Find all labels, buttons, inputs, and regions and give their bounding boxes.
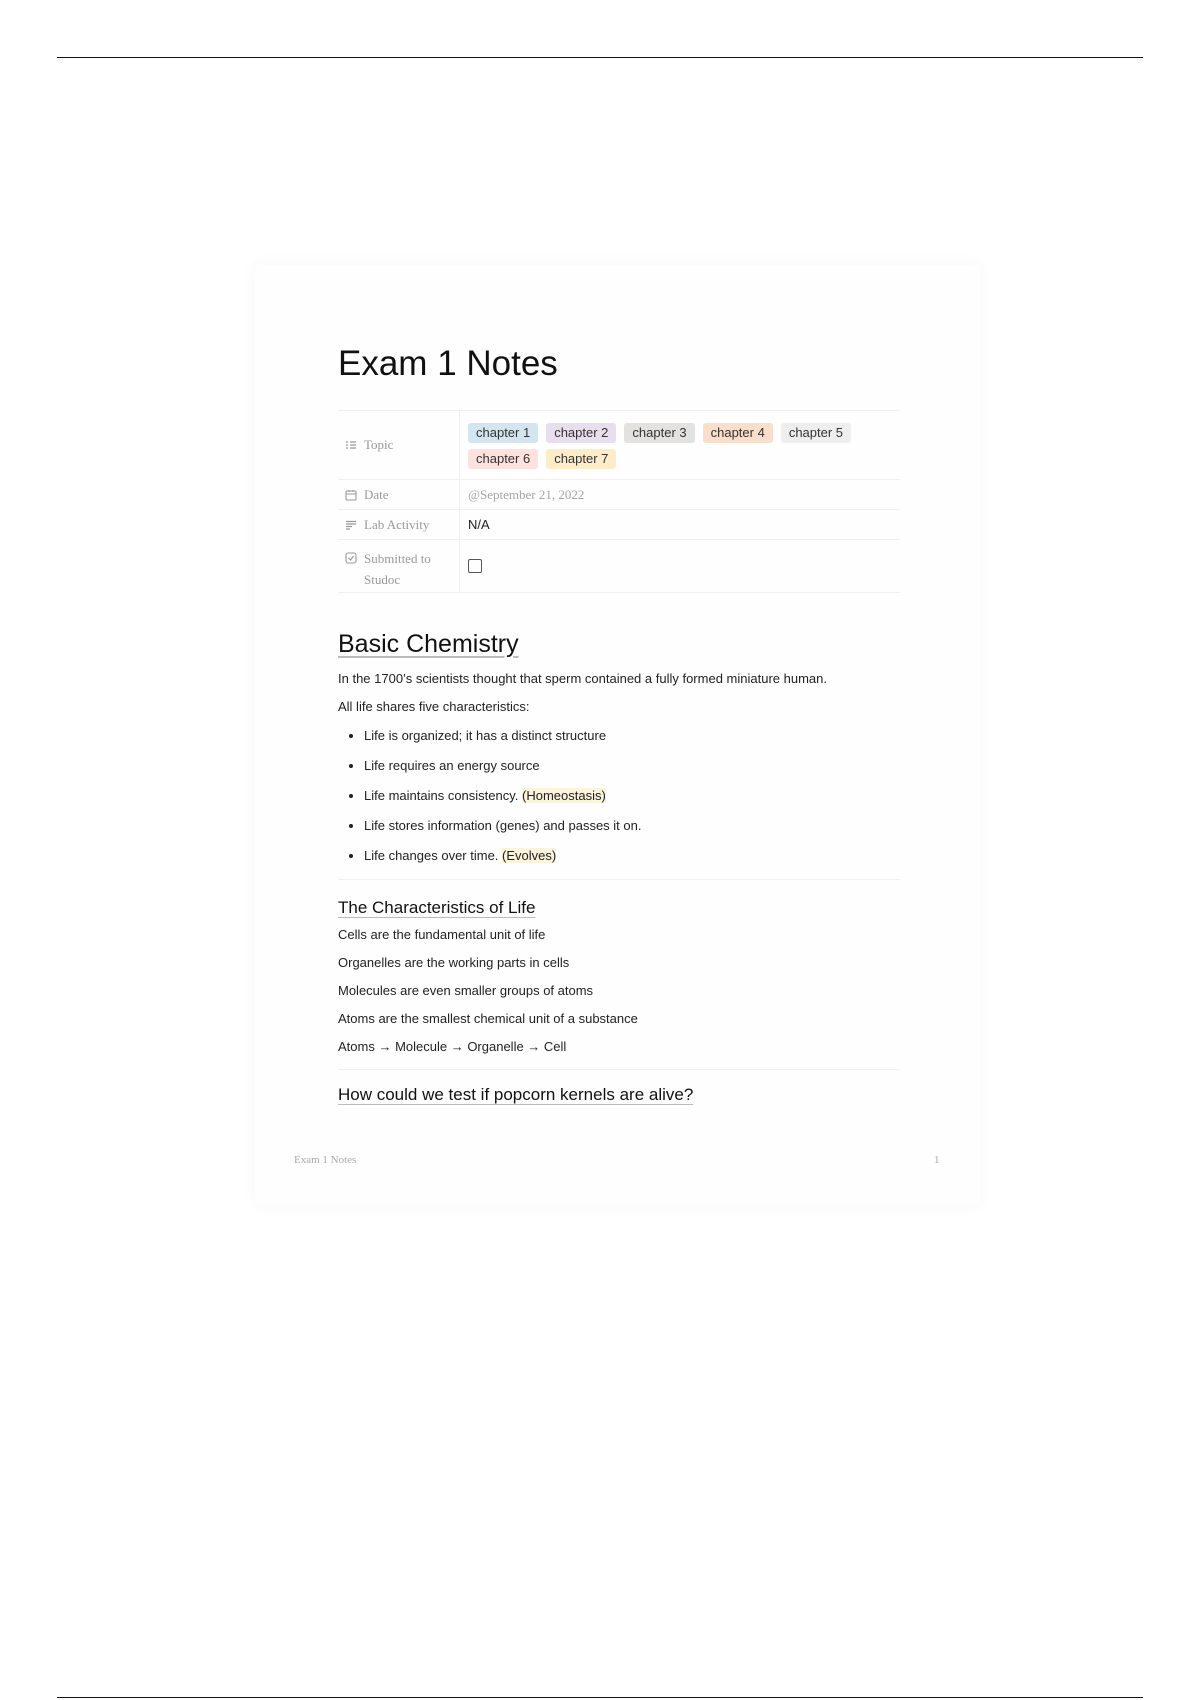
- submitted-checkbox[interactable]: [468, 559, 482, 573]
- bottom-rule: [57, 1697, 1143, 1698]
- heading-basic-chemistry: Basic Chemistry: [338, 630, 519, 658]
- property-row-topic: [338, 411, 900, 480]
- footer-title: Exam 1 Notes: [294, 1154, 357, 1166]
- date-value[interactable]: @September 21, 2022: [468, 486, 585, 502]
- bullet-text: Life requires an energy source: [364, 758, 540, 773]
- property-key-topic: [338, 411, 460, 479]
- paragraph: In the 1700’s scientists thought that sperm contained a fully formed miniature human.: [338, 671, 827, 686]
- paragraph: Molecules are even smaller groups of atoms: [338, 983, 594, 998]
- footer-page-number: 1: [934, 1154, 940, 1166]
- checkbox-icon: [345, 552, 357, 564]
- property-row-lab-activity: [338, 510, 900, 540]
- property-key-lab-activity: [338, 510, 460, 539]
- bullet-list: [338, 721, 908, 871]
- paragraph: All life shares five characteristics:: [338, 699, 530, 714]
- top-rule: [57, 57, 1143, 58]
- properties-table: [338, 410, 900, 593]
- highlighted-text: (Homeostasis): [522, 788, 606, 803]
- paragraph: Organelles are the working parts in cells: [338, 955, 570, 970]
- property-key-date: [338, 480, 460, 509]
- bullet-item: [364, 811, 908, 841]
- topic-tag[interactable]: chapter 3: [624, 423, 694, 443]
- property-label: Topic: [364, 437, 394, 452]
- topic-tag[interactable]: chapter 1: [468, 423, 538, 443]
- property-label: Submitted to Studoc: [364, 551, 431, 587]
- heading-popcorn-question: How could we test if popcorn kernels are alive?: [338, 1085, 694, 1104]
- bullet-item: [364, 841, 908, 871]
- property-row-submitted: [338, 540, 900, 593]
- property-row-date: [338, 480, 900, 510]
- bullet-text: Life stores information (genes) and passes it on.: [364, 818, 642, 833]
- highlighted-text: (Evolves): [502, 848, 557, 863]
- bullet-text: Life changes over time.: [364, 848, 503, 863]
- bullet-text: Life is organized; it has a distinct structure: [364, 728, 607, 743]
- submitted-value: [460, 540, 900, 592]
- text-lines-icon: [345, 519, 357, 531]
- bullet-item: [364, 721, 908, 751]
- topic-tag[interactable]: chapter 7: [546, 449, 616, 469]
- lab-activity-value[interactable]: N/A: [468, 517, 490, 532]
- topic-tags[interactable]: [460, 411, 900, 479]
- topic-tag[interactable]: chapter 6: [468, 449, 538, 469]
- document-content: [338, 340, 908, 1106]
- paragraph: Cells are the fundamental unit of life: [338, 927, 546, 942]
- property-label: Lab Activity: [364, 516, 430, 532]
- property-label: Date: [364, 486, 389, 502]
- divider: [338, 1069, 900, 1070]
- paragraph: Atoms are the smallest chemical unit of a substance: [338, 1011, 638, 1026]
- calendar-icon: [345, 489, 357, 501]
- bullet-item: [364, 781, 908, 811]
- divider: [338, 879, 900, 880]
- topic-tag[interactable]: chapter 4: [703, 423, 773, 443]
- heading-characteristics-of-life: The Characteristics of Life: [338, 898, 536, 917]
- topic-tag[interactable]: chapter 2: [546, 423, 616, 443]
- bullet-item: [364, 751, 908, 781]
- page-title: Exam 1 Notes: [338, 344, 558, 383]
- bullet-text: Life maintains consistency.: [364, 788, 522, 803]
- property-key-submitted: [338, 540, 460, 592]
- characteristics-lines: [338, 921, 908, 1061]
- topic-tag[interactable]: chapter 5: [781, 423, 851, 443]
- paragraph: Atoms → Molecule → Organelle → Cell: [338, 1039, 567, 1054]
- list-icon: [345, 439, 357, 451]
